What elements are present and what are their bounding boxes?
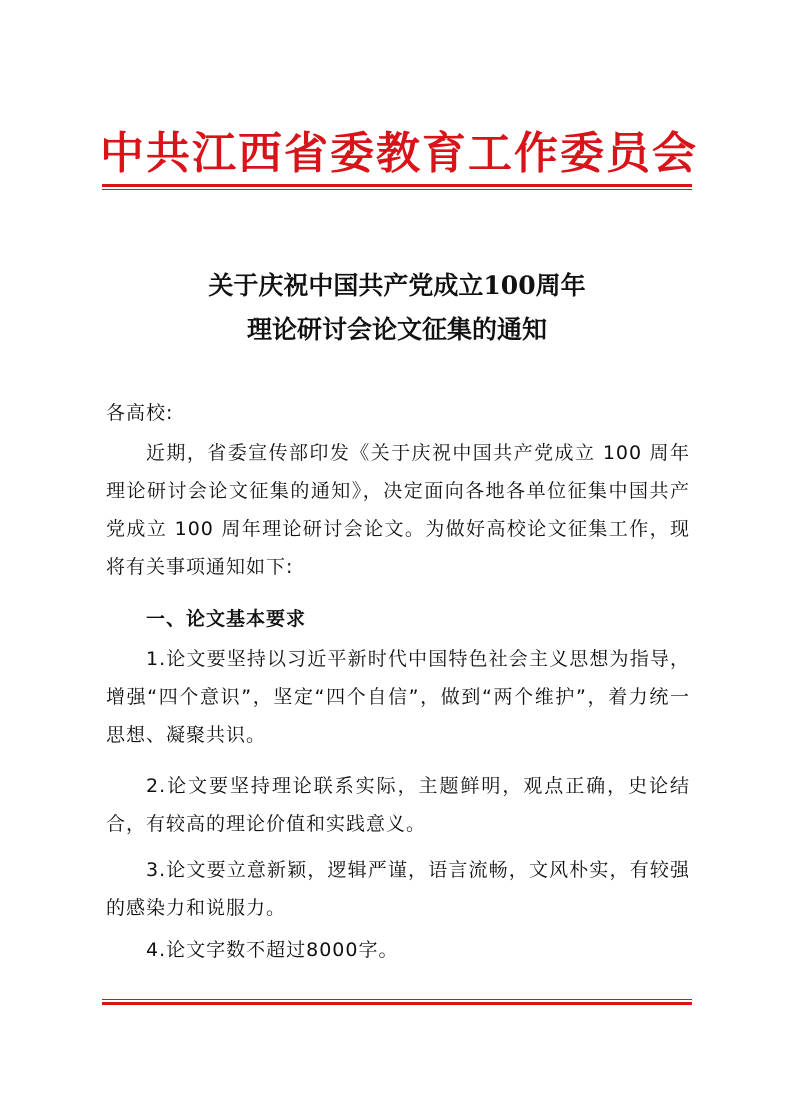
requirement-item-2: 2.论文要坚持理论联系实际，主题鲜明，观点正确，史论结合，有较高的理论价值和实践意义。 bbox=[106, 775, 690, 835]
header-divider bbox=[102, 184, 692, 190]
org-header-title: 中共江西省委教育工作委员会 bbox=[100, 128, 698, 179]
requirement-item-4: 4.论文字数不超过8000字。 bbox=[146, 939, 399, 961]
intro-paragraph: 近期，省委宣传部印发《关于庆祝中国共产党成立 100 周年理论研讨会论文征集的通知》，决定面向各地各单位征集中国共产党成立 100 周年理论研讨会论文。为做好高校论文征集工作，现将有关事项通知如下: bbox=[106, 442, 690, 578]
requirement-item-1: 1.论文要坚持以习近平新时代中国特色社会主义思想为指导，增强“四个意识”，坚定“四个自信”，做到“两个维护”，着力统一思想、凝聚共识。 bbox=[106, 648, 690, 746]
salutation: 各高校: bbox=[106, 402, 174, 424]
document-title-line-2: 理论研讨会论文征集的通知 bbox=[246, 315, 547, 344]
footer-divider bbox=[102, 999, 692, 1005]
divider-thick-line bbox=[102, 1002, 692, 1005]
section-heading-requirements: 一、论文基本要求 bbox=[146, 608, 307, 630]
document-title-line-1: 关于庆祝中国共产党成立100周年 bbox=[208, 271, 586, 300]
requirement-item-3: 3.论文要立意新颖，逻辑严谨，语言流畅，文风朴实，有较强的感染力和说服力。 bbox=[106, 859, 690, 919]
divider-thin-line bbox=[102, 189, 692, 190]
